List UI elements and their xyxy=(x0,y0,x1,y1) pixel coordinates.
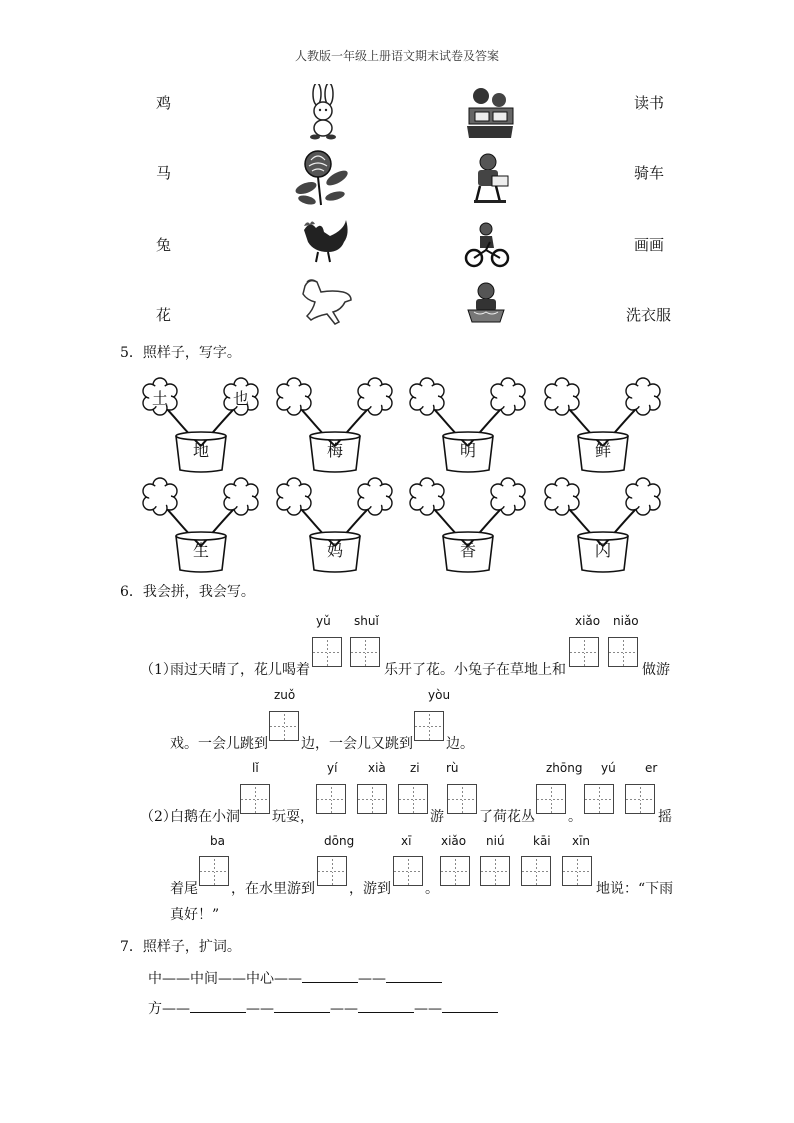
sentence-text: 雨过天晴了，花儿喝着 xyxy=(170,662,310,678)
pinyin: xiǎo xyxy=(441,834,467,848)
sentence-text: 摇 xyxy=(658,809,672,825)
plant-item xyxy=(405,474,531,574)
left-word: 鸡 xyxy=(156,94,172,112)
rabbit-icon xyxy=(303,84,343,140)
sentence-text: 。 xyxy=(568,809,582,825)
pinyin: er xyxy=(645,761,658,775)
sentence-text: 做游 xyxy=(642,662,670,678)
plant-item xyxy=(272,474,398,574)
sentence-text: 真好！” xyxy=(170,907,220,923)
sentence-text: 白鹅在小洞 xyxy=(170,809,240,825)
pinyin: shuǐ xyxy=(354,614,379,628)
q7-title: 7．照样子，扩词。 xyxy=(120,939,241,955)
left-word: 兔 xyxy=(156,236,172,254)
writing-grid-box[interactable] xyxy=(269,711,299,741)
pinyin: niǎo xyxy=(613,614,639,628)
q7-line-2 xyxy=(148,998,498,1018)
pot-char: 梅 xyxy=(327,441,344,460)
sentence-text: 。 xyxy=(425,881,439,897)
pot-char: 地 xyxy=(193,441,210,460)
writing-grid-box[interactable] xyxy=(317,856,347,886)
answer-blank[interactable] xyxy=(302,968,358,983)
pinyin: zi xyxy=(410,761,420,775)
pot-char: 明 xyxy=(460,441,477,460)
pinyin: xī xyxy=(401,834,412,848)
pinyin: yí xyxy=(327,761,338,775)
pot-char: 香 xyxy=(460,541,477,560)
right-word: 洗衣服 xyxy=(626,306,672,324)
right-word: 读书 xyxy=(634,94,665,112)
flower-icon xyxy=(293,148,353,206)
pinyin: niú xyxy=(486,834,505,848)
writing-grid-box[interactable] xyxy=(316,784,346,814)
writing-grid-box[interactable] xyxy=(480,856,510,886)
sentence-text: 边，一会儿又跳到 xyxy=(301,736,413,752)
pot-char: 鲜 xyxy=(595,441,612,460)
horse-icon xyxy=(297,276,355,326)
boy-drawing-icon xyxy=(470,152,512,204)
pinyin: kāi xyxy=(533,834,551,848)
writing-grid-box[interactable] xyxy=(199,856,229,886)
sentence-text: 地说：“下雨 xyxy=(596,881,674,897)
example-chain: 中——中间——中心—— xyxy=(148,971,302,987)
answer-blank[interactable] xyxy=(386,968,442,983)
writing-grid-box[interactable] xyxy=(393,856,423,886)
dash: —— xyxy=(358,971,386,987)
q7-line-1 xyxy=(148,968,442,988)
page-header: 人教版一年级上册语文期末试卷及答案 xyxy=(294,49,499,63)
writing-grid-box[interactable] xyxy=(350,637,380,667)
q6-title: 6．我会拼，我会写。 xyxy=(120,584,255,600)
writing-grid-box[interactable] xyxy=(608,637,638,667)
sentence-label: （1） xyxy=(140,662,177,678)
writing-grid-box[interactable] xyxy=(357,784,387,814)
plant-item xyxy=(540,474,666,574)
pinyin: dōng xyxy=(324,834,355,848)
pinyin: ba xyxy=(210,834,225,848)
sentence-text: 了荷花丛 xyxy=(479,809,535,825)
sentence-text: ，游到 xyxy=(349,881,391,897)
sentence-text: ，在水里游到 xyxy=(231,881,315,897)
plant-item xyxy=(138,474,264,574)
pinyin: xiǎo xyxy=(575,614,601,628)
pinyin: xīn xyxy=(572,834,591,848)
writing-grid-box[interactable] xyxy=(521,856,551,886)
pinyin: zuǒ xyxy=(274,688,296,702)
pinyin: lǐ xyxy=(252,761,259,775)
pot-char: 妈 xyxy=(327,541,344,560)
pinyin: xià xyxy=(368,761,386,775)
answer-blank[interactable] xyxy=(274,998,330,1013)
sentence-text: 玩耍， xyxy=(272,809,314,825)
right-word: 画画 xyxy=(634,236,665,254)
plant-item xyxy=(138,374,264,474)
pinyin: yǔ xyxy=(316,614,331,628)
writing-grid-box[interactable] xyxy=(562,856,592,886)
left-word: 马 xyxy=(156,164,172,182)
reading-children-icon xyxy=(463,86,515,140)
answer-blank[interactable] xyxy=(442,998,498,1013)
dash: —— xyxy=(414,1001,442,1017)
writing-grid-box[interactable] xyxy=(584,784,614,814)
dash: —— xyxy=(246,1001,274,1017)
writing-grid-box[interactable] xyxy=(625,784,655,814)
writing-grid-box[interactable] xyxy=(536,784,566,814)
sentence-text: 乐开了花。小兔子在草地上和 xyxy=(384,662,566,678)
writing-grid-box[interactable] xyxy=(414,711,444,741)
pinyin: yòu xyxy=(428,688,451,702)
word-start: 方—— xyxy=(148,1001,190,1017)
pot-char: 生 xyxy=(193,541,210,560)
sentence-text: 着尾 xyxy=(170,881,198,897)
writing-grid-box[interactable] xyxy=(447,784,477,814)
writing-grid-box[interactable] xyxy=(440,856,470,886)
writing-grid-box[interactable] xyxy=(312,637,342,667)
boy-washing-icon xyxy=(464,282,508,326)
dash: —— xyxy=(330,1001,358,1017)
sentence-label: （2） xyxy=(140,809,177,825)
left-flower-char: 土 xyxy=(152,389,169,408)
plant-item xyxy=(272,374,398,474)
sentence-text: 游 xyxy=(430,809,444,825)
sentence-text: 边。 xyxy=(446,736,474,752)
right-word: 骑车 xyxy=(634,164,665,182)
cyclist-icon xyxy=(464,222,510,268)
pinyin: yú xyxy=(601,761,616,775)
plant-item xyxy=(540,374,666,474)
sentence-text: 戏。一会儿跳到 xyxy=(170,736,268,752)
q5-title: 5．照样子，写字。 xyxy=(120,345,241,361)
writing-grid-box[interactable] xyxy=(398,784,428,814)
left-word: 花 xyxy=(156,306,172,324)
writing-grid-box[interactable] xyxy=(240,784,270,814)
answer-blank[interactable] xyxy=(190,998,246,1013)
pinyin: zhōng xyxy=(546,761,583,775)
answer-blank[interactable] xyxy=(358,998,414,1013)
pot-char: 闪 xyxy=(595,541,612,560)
pinyin: rù xyxy=(446,761,459,775)
writing-grid-box[interactable] xyxy=(569,637,599,667)
rooster-icon xyxy=(300,216,352,264)
plant-item xyxy=(405,374,531,474)
right-flower-char: 也 xyxy=(233,389,250,408)
